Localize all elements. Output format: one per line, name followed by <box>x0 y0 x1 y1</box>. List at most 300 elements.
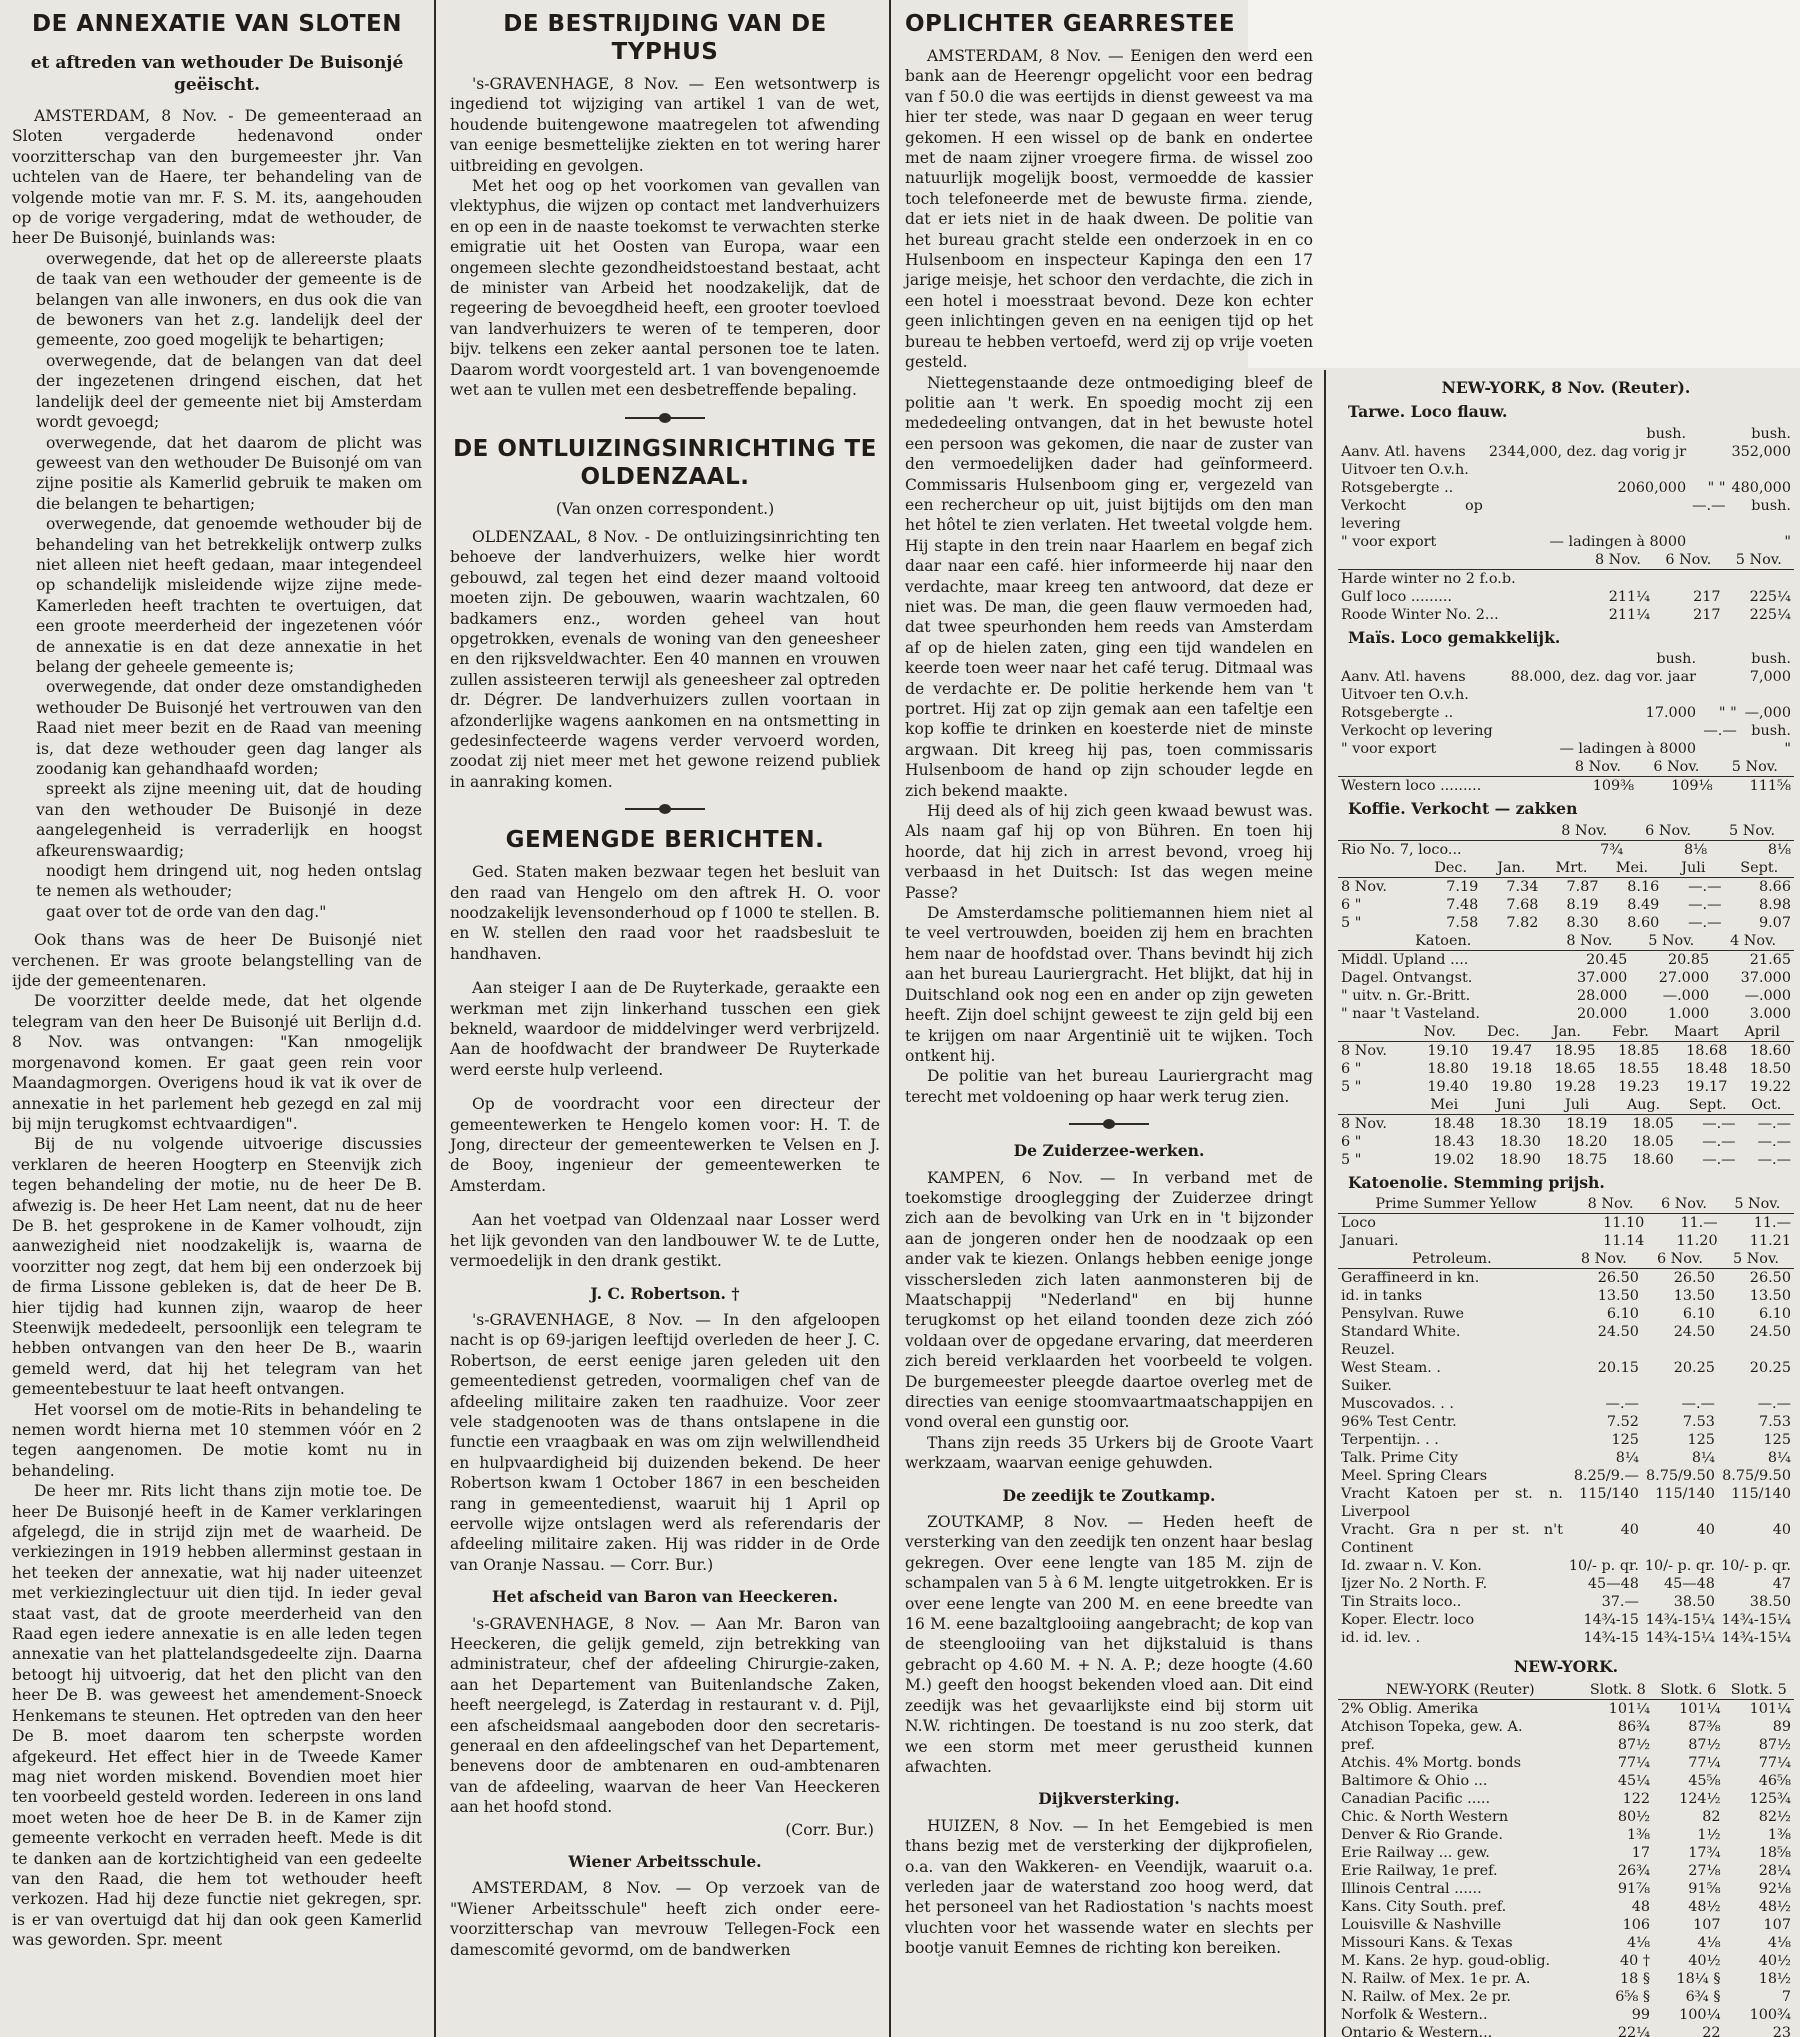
table-cell: 22¼ <box>1617 2025 1651 2037</box>
table-cell: 8 Nov. <box>1542 822 1626 841</box>
table-cell: 8 Nov. <box>1566 1250 1642 1269</box>
paragraph: AMSTERDAM, 8 Nov. - De gemeenteraad an Sloten vergaderde hedenavond onder voorzitterschap van den burgemeester jhr. Van uchtelen van de Haere, ter behandeling van de volgende motie van mr. F. S. M. its, aangehouden op de vorige vergadering, mdat de wethouder, de heer De Buisonjé, buinlands was: <box>12 107 422 248</box>
table-row <box>1338 1790 1794 1808</box>
table-cell: 38.50 <box>1749 1594 1791 1611</box>
table-cell: 5 " <box>1341 914 1362 931</box>
table-cell: 109⅛ <box>1671 778 1713 795</box>
paragraph: HUIZEN, 8 Nov. — In het Eemgebied is men thans bezig met de versterking der dijkprofielen, o.a. van den Wakkeren- en Veendijk, waaruit o.a. verleden jaar de waterstand zoo hoog werd, dat het personeel van het Radiostation 's nachts moest vluchten voor het wassende water en slechts per bootje vanuit Eemnes de richting kon bereiken. <box>905 1816 1313 1958</box>
table-cell: 11.14 <box>1603 1233 1645 1250</box>
table-cell: 87⅜ <box>1688 1719 1721 1736</box>
table-row <box>1338 1952 1794 1970</box>
table-cell: 6 Nov. <box>1647 1195 1720 1214</box>
table-cell: bush. <box>1751 497 1791 514</box>
table-cell: 4 Nov. <box>1712 932 1794 951</box>
coffee-prices-table <box>1338 822 1794 859</box>
headline: OPLICHTER GEARRESTEE <box>905 11 1236 37</box>
table-row <box>1338 1593 1794 1611</box>
table-cell: Reuzel. <box>1341 1342 1395 1359</box>
section-heading: Dijkversterking. <box>1038 1789 1180 1809</box>
table-cell: —.— <box>1703 723 1737 740</box>
table-cell: Oct. <box>1739 1096 1794 1115</box>
table-cell: 8⅛ <box>1683 841 1708 858</box>
table-cell <box>1718 1377 1794 1395</box>
table-cell: 225¼ <box>1749 588 1791 605</box>
table-cell: 37.— <box>1601 1594 1639 1611</box>
table-cell: Slotk. 8 <box>1583 1681 1653 1700</box>
table-cell: Pensylvan. Ruwe <box>1341 1306 1465 1323</box>
table-cell: 7.53 <box>1758 1414 1791 1431</box>
table-cell: 11.20 <box>1676 1233 1718 1250</box>
table-cell: 87½ <box>1617 1737 1651 1754</box>
table-cell: 77¼ <box>1758 1755 1791 1772</box>
table-cell: 18.30 <box>1499 1133 1541 1150</box>
table-cell <box>1338 859 1420 878</box>
table-cell: 24.50 <box>1597 1324 1639 1341</box>
byline: (Van onzen correspondent.) <box>555 499 775 518</box>
table-cell: 8 Nov. <box>1548 932 1630 951</box>
table-cell: Aug. <box>1610 1096 1676 1115</box>
motion-clause: overwegende, dat de belangen van dat deel der ingezetenen dringend eischen, dat het landelijk deel der gemeente niet bij Amsterdam wordt gevoegd; <box>36 351 422 432</box>
paragraph: Met het oog op het voorkomen van gevallen van vlektyphus, die wijzen op contact met landverhuizers en op een in de naaste toekomst te verwachten sterke emigratie uit het Oosten van Europa, waar een ongemeen slechte gezondheidstoestand bestaat, acht de minister van Arbeid het noodzakelijk, dat de regeering de bevoegdheid heeft, een grooter toevloed van landverhuizers te weren of te temperen, door bijv. telkens een zeker aantal personen toe te laten. Daarom wordt voorgesteld art. 1 van bovengenoemde wet aan te vullen met een desbetreffende bepaling. <box>450 177 880 400</box>
table-cell: —,000 <box>1744 705 1791 722</box>
table-cell: 6 Nov. <box>1653 551 1723 570</box>
table-cell: Norfolk & Western.. <box>1341 2007 1488 2024</box>
table-cell: 18.68 <box>1686 1042 1728 1059</box>
motion-clause: overwegende, dat onder deze omstandigheden wethouder De Buisonjé het vertrouwen van den Raad niet meer bezit en de Raad van meening is, dat deze wethouder geen dag langer als zoodanig kan gehandhaafd worden; <box>36 678 422 778</box>
table-cell: 45—48 <box>1663 1576 1715 1593</box>
table-cell: 10/- p. qr. <box>1644 1558 1715 1575</box>
subheadline: et aftreden van wethouder De Buisonjé geëischt. <box>30 53 404 95</box>
table-cell <box>1728 461 1794 479</box>
paragraph: 's-GRAVENHAGE, 8 Nov. — In den afgeloopen nacht is op 69-jarigen leeftijd overleden de heer J. C. Robertson, de eerst eenige jaren geleden uit den gemeentedienst getreden, voormaligen chef van de afdeeling militaire zaken ten raadhuize. Voor zeer vele stadgenooten was de thans ontslapene in die functie een vraagbaak en was om zijn welwillendheid en hulpvaardigheid bij duizenden bekend. De heer Robertson kwam 1 October 1867 in een bescheiden rang in gemeentedienst, waaruit hij 1 April op eervolle wijze ontslagen werd als referendaris der afdeeling militaire zaken. Hij was ridder in de Orde van Oranje Nassau. — Corr. Bur.) <box>450 1310 880 1574</box>
table-cell: 87½ <box>1758 1737 1791 1754</box>
table-cell: 10/- p. qr. <box>1720 1558 1791 1575</box>
table-cell: 18.80 <box>1427 1060 1469 1077</box>
table-cell: 8 Nov. <box>1574 1195 1647 1214</box>
table-cell: 4⅛ <box>1626 1935 1651 1952</box>
table-cell: 6.10 <box>1682 1306 1715 1323</box>
paragraph: Aan steiger I aan de De Ruyterkade, geraakte een werkman met zijn linkerhand tusschen een giek bekneld, waardoor de middelvinger werd verbrijzeld. Aan de hoofdwacht der brandweer De Ruyterkade werd eerste hulp verleend. <box>450 979 880 1079</box>
motion-clause: overwegende, dat het op de allereerste plaats de taak van een wethouder der gemeente is de belangen van alle inwoners, en dus ook die van de bewoners van het z.g. landelijk deel der gemeente, zoo goed mogelijk te behartigen; <box>36 249 422 350</box>
table-cell: Juli <box>1544 1096 1610 1115</box>
table-cell: —.— <box>1702 1151 1736 1168</box>
table-row <box>1338 497 1794 533</box>
commodity-heading: Koffie. Verkocht — zakken <box>1348 799 1578 819</box>
table-cell: 91⅞ <box>1617 1881 1651 1898</box>
table-cell: 18.60 <box>1632 1151 1674 1168</box>
paragraph: Ook thans was de heer De Buisonjé niet verchenen. Er was groote belangstelling van de ijde der gemeentenaren. <box>12 931 422 991</box>
table-cell <box>1699 686 1740 704</box>
section-heading: J. C. Robertson. † <box>590 1283 740 1303</box>
table-cell: " <box>1784 741 1791 758</box>
paragraph: Ged. Staten maken bezwaar tegen het besluit van den raad van Hengelo om den aftrek H. O. voor noodzakelijk levensonderhoud op f 1000 te stellen. B. en W. stellen den raad voor het raadsbesluit te handhaven. <box>450 863 880 963</box>
table-cell: Petroleum. <box>1338 1250 1566 1269</box>
table-header-row <box>1338 551 1794 570</box>
table-cell: 26¾ <box>1617 1863 1651 1880</box>
table-cell: Tin Straits loco.. <box>1341 1594 1462 1611</box>
table-cell: 8.16 <box>1627 878 1660 895</box>
table-row <box>1338 1898 1794 1916</box>
table-cell: id. id. lev. . <box>1341 1630 1421 1647</box>
table-cell: Atchison Topeka, gew. A. <box>1341 1719 1523 1736</box>
table-row <box>1338 533 1794 551</box>
table-cell: Meel. Spring Clears <box>1341 1468 1488 1485</box>
table-row <box>1338 569 1794 588</box>
table-cell: 45—48 <box>1587 1576 1639 1593</box>
paragraph: 's-GRAVENHAGE, 8 Nov. — Een wetsontwerp is ingediend tot wijziging van artikel 1 van de wet, houdende buitengewone maatregelen tot afwending van eenige besmettelijke ziekten en tot wering harer uitbreiding en gevolgen. <box>450 75 880 175</box>
table-cell: 8.19 <box>1566 896 1599 913</box>
table-cell: 18.20 <box>1566 1133 1608 1150</box>
motion-clause: spreekt als zijne meening uit, dat de houding van den wethouder De Buisonjé in deze aangelegenheid is verraderlijk en hoogst afkeurenswaardig; <box>36 780 422 860</box>
table-cell: 19.18 <box>1490 1060 1533 1077</box>
table-cell: 18.95 <box>1554 1042 1596 1059</box>
table-cell: —.000 <box>1744 987 1791 1004</box>
paragraph: Aan het voetpad van Oldenzaal naar Losser werd het lijk gevonden van den landbouwer W. te de Lutte, vermoedelijk in den drank gestikt. <box>450 1211 880 1271</box>
wheat-prices-table <box>1338 551 1794 624</box>
table-cell: Atchis. 4% Mortg. bonds <box>1341 1755 1521 1772</box>
table-cell: 20.25 <box>1749 1360 1791 1377</box>
section-heading: Het afscheid van Baron van Heeckeren. <box>491 1587 839 1607</box>
table-row <box>1338 740 1794 758</box>
section-heading: Wiener Arbeitsschule. <box>568 1852 762 1872</box>
table-cell: 211¼ <box>1608 606 1651 623</box>
column-berichten <box>438 0 890 2037</box>
table-cell: 1⅜ <box>1626 1827 1651 1844</box>
table-row <box>1338 686 1794 704</box>
table-cell <box>1501 686 1699 704</box>
table-cell: Chic. & North Western <box>1341 1809 1509 1826</box>
table-row <box>1338 1485 1794 1521</box>
table-cell <box>1689 461 1728 479</box>
table-cell: 6.10 <box>1606 1306 1639 1323</box>
table-row <box>1338 1114 1794 1133</box>
stocks-title: NEW-YORK. <box>1513 1657 1619 1677</box>
table-cell: —.000 <box>1662 987 1710 1004</box>
table-cell: 8.75/9.50 <box>1722 1468 1791 1485</box>
table-cell <box>1338 551 1583 570</box>
table-cell: 5 Nov. <box>1721 1195 1794 1214</box>
table-cell: 4⅛ <box>1697 1935 1721 1952</box>
table-row <box>1338 668 1794 686</box>
table-cell: 99 <box>1631 2007 1651 2024</box>
table-row <box>1338 2024 1794 2037</box>
table-cell: Dagel. Ontvangst. <box>1341 969 1473 986</box>
table-cell: 19.23 <box>1618 1078 1660 1095</box>
table-cell: 125¾ <box>1749 1791 1791 1808</box>
section-separator <box>625 808 705 810</box>
table-cell: 8.75/9.50 <box>1646 1468 1715 1485</box>
table-row <box>1338 840 1794 859</box>
table-row <box>1338 1772 1794 1790</box>
table-cell: 8 Nov. <box>1341 878 1387 895</box>
table-cell: 22 <box>1702 2025 1721 2037</box>
table-cell: Baltimore & Ohio ... <box>1341 1773 1488 1790</box>
table-cell: 18½ <box>1758 1971 1791 1988</box>
table-cell: " naar 't Vasteland. <box>1341 1005 1480 1022</box>
column-market-reports <box>1328 370 1800 2037</box>
table-cell: Harde winter no 2 f.o.b. <box>1341 570 1516 587</box>
table-row <box>1338 443 1794 461</box>
table-cell: 18¼ § <box>1676 1971 1721 1988</box>
table-cell: 18⅝ <box>1758 1845 1791 1862</box>
paragraph: Thans zijn reeds 35 Urkers bij de Groote Vaart werkzaam, waarvan eenige gehuwden. <box>905 1433 1313 1473</box>
table-cell: Febr. <box>1599 1023 1663 1042</box>
table-cell: 20.25 <box>1673 1360 1715 1377</box>
table-row <box>1338 969 1794 987</box>
table-cell: 27.000 <box>1658 969 1710 986</box>
table-cell: 8 Nov. <box>1583 551 1653 570</box>
table-cell: 7.53 <box>1682 1414 1715 1431</box>
table-cell: Dec. <box>1420 859 1481 878</box>
table-row <box>1338 1359 1794 1377</box>
table-cell: 18.43 <box>1433 1133 1475 1150</box>
paragraph: De politie van het bureau Lauriergracht mag terecht met voldoening op haar werk terug zien. <box>905 1067 1313 1106</box>
table-cell: 86¾ <box>1617 1719 1651 1736</box>
table-cell: 77¼ <box>1617 1755 1651 1772</box>
table-cell: Slotk. 6 <box>1653 1681 1723 1700</box>
table-cell: 28¼ <box>1758 1863 1791 1880</box>
table-cell: Verkocht op levering <box>1341 497 1483 532</box>
table-row <box>1338 1575 1794 1593</box>
table-cell: Juli <box>1662 859 1724 878</box>
table-cell: Missouri Kans. & Texas <box>1341 1935 1513 1952</box>
table-row <box>1338 1557 1794 1575</box>
table-cell: 7.19 <box>1446 878 1479 895</box>
table-cell: 125 <box>1687 1432 1715 1449</box>
table-cell: Muscovados. . . <box>1341 1396 1454 1413</box>
table-cell: —.— <box>1757 1396 1791 1413</box>
table-cell: 27⅛ <box>1688 1863 1721 1880</box>
table-cell: 8¼ <box>1691 1450 1715 1467</box>
paragraph: Het voorsel om de motie-Rits in behandeling te nemen wordt hierna met 10 stemmen vóór en 2 tegen aangenomen. De motie komt nu in behandeling. <box>12 1400 422 1480</box>
table-cell: 18 § <box>1620 1971 1651 1988</box>
table-cell: 6 Nov. <box>1642 1250 1718 1269</box>
table-cell: 19.17 <box>1686 1078 1728 1095</box>
table-row <box>1338 1862 1794 1880</box>
paragraph: Niettegenstaande deze ontmoediging bleef de politie aan 't werk. En spoedig mocht zij een mededeeling ontvangen, dat in het bewuste hotel een persoon was gekomen, die naar de zuster van den vermoedelijken dader had geïnformeerd. Commissaris Hulsenboom ging er, vergezeld van een rechercheur op uit, juist bijtijds om den man het hôtel te zien verlaten. Het tweetal volgde hem. Hij stapte in den trein naar Haarlem en begaf zich daar naar een café. hier informeerde hij naar den verdachte, maar kreeg ten antwoord, dat deze er niet was. De man, die geen flauw vermoeden had, dat twee speurhonden hem reeds van Amsterdam af op de hielen zaten, ging een tijd wandelen en keerde toen weer naar het café terug. Ditmaal was de verdachte er. De politie herkende hem van 't portret. Hij zat op zijn gemak aan een tafeltje een kop koffie te drinken en koesterde niet de minste argwaan. Dit kreeg hij pas, toen commissaris Hulsenboom de hand op zijn schouder legde en zich bekend maakte. <box>905 373 1313 800</box>
table-row <box>1338 1133 1794 1151</box>
table-cell: 6 " <box>1341 896 1362 913</box>
paragraph: 's-GRAVENHAGE, 8 Nov. — Aan Mr. Baron van Heeckeren, die gelijk gemeld, zijn betrekking van administrateur, chef der afdeeling Chirurgie-zaken, aan het Departement van Buitenlandsche Zaken, heeft neergelegd, is Zaterdag in restaurant v. d. Pijl, een afscheidsmaal aangeboden door den secretaris-generaal en den afdeelingschef van het Departement, benevens door de ambtenaren en oud-ambtenaren van de afdeeling, waarvan de heer Van Heeckeren aan het hoofd stond. <box>450 1614 880 1817</box>
table-cell: 11.— <box>1680 1215 1718 1232</box>
table-cell: 40½ <box>1758 1953 1791 1970</box>
table-cell: Canadian Pacific ..... <box>1341 1791 1491 1808</box>
stocks-table <box>1338 1681 1794 2037</box>
table-cell: 217 <box>1693 588 1721 605</box>
table-cell: —.— <box>1688 914 1722 931</box>
table-cell: 8 Nov. <box>1559 758 1637 777</box>
table-cell: 8.30 <box>1566 914 1599 931</box>
table-cell: Gulf loco ......... <box>1341 588 1453 605</box>
table-row <box>1338 1808 1794 1826</box>
table-row <box>1338 1970 1794 1988</box>
table-cell: 6⅝ § <box>1615 1989 1651 2006</box>
table-cell: 80½ <box>1617 1809 1651 1826</box>
table-cell: 7.82 <box>1506 914 1539 931</box>
cotton-futures-table <box>1338 1023 1794 1096</box>
table-cell: " <box>1784 533 1791 550</box>
paragraph: ZOUTKAMP, 8 Nov. — Heden heeft de versterking van den zeedijk ten onzent haar beslag gekregen. Over eene lengte van 185 M. zijn de schampalen van 5 à 6 M. lengte uitgetrokken. Er is over eene lengte van 200 M. en eene breedte van 16 M. eene bazaltglooiing aangebracht; de kop van de steenglooiing van het dijkstaluid is thans gebracht op 4.60 M. + N. A. P.; deze hoogte (4.60 M.) geeft den hoogst bekenden vloed aan. Dit eind zeedijk was het gevaarlijkste eind bij storm uit N.W. richtingen. De toestand is nu zoo sterk, dat we een storm met meer gerustheid kunnen afwachten. <box>905 1513 1313 1776</box>
table-cell: 19.28 <box>1554 1078 1596 1095</box>
commodity-heading: Maïs. Loco gemakkelijk. <box>1348 627 1561 647</box>
table-row <box>1338 1078 1794 1096</box>
table-cell: 7.68 <box>1506 896 1539 913</box>
table-row <box>1338 1232 1794 1250</box>
table-cell: Kans. City South. pref. <box>1341 1899 1507 1916</box>
table-row <box>1338 777 1794 796</box>
table-cell: Western loco ......... <box>1341 778 1482 795</box>
section-separator <box>1069 1123 1149 1125</box>
table-cell: NEW-YORK (Reuter) <box>1338 1681 1583 1700</box>
signature: (Corr. Bur.) <box>785 1820 874 1839</box>
table-cell: 48½ <box>1758 1899 1791 1916</box>
table-cell: 7¾ <box>1600 841 1624 858</box>
table-row <box>1338 1826 1794 1844</box>
table-cell: 21.65 <box>1749 951 1791 968</box>
table-cell <box>1689 533 1728 551</box>
table-cell: 5 " <box>1341 1151 1362 1168</box>
table-cell: —.— <box>1692 497 1726 514</box>
table-cell: 115/140 <box>1579 1486 1639 1503</box>
table-cell: Ontario & Western... <box>1341 2025 1493 2037</box>
table-cell: Illinois Central ...... <box>1341 1881 1482 1898</box>
table-cell: Koper. Electr. loco <box>1341 1612 1475 1629</box>
table-cell: 48 <box>1631 1899 1651 1916</box>
table-cell: 7 <box>1781 1989 1791 2006</box>
table-cell: Jan. <box>1481 859 1541 878</box>
table-row <box>1338 1151 1794 1169</box>
table-cell: 8 Nov. <box>1341 1042 1387 1059</box>
table-cell: 20.000 <box>1576 1005 1628 1022</box>
table-cell: bush. <box>1751 651 1791 668</box>
table-cell: 17¾ <box>1688 1845 1721 1862</box>
commodity-heading: Katoenolie. Stemming prijsh. <box>1348 1172 1605 1192</box>
table-cell: Id. zwaar n. V. Kon. <box>1341 1558 1482 1575</box>
table-cell: 7.34 <box>1506 878 1539 895</box>
motion-clause: overwegende, dat genoemde wethouder bij de behandeling van het betrekkelijk ontwerp zulks niet alleen niet heeft gedaan, maar integendeel op schandelijk misleidende wijze zijne mede-Kamerleden heeft trachten te overtuigen, dat een groote meerderheid der ingezetenen vóór de annexatie is en dat deze annexatie in het belang der geheele gemeente is; <box>36 515 422 676</box>
table-cell: 19.22 <box>1749 1078 1791 1095</box>
table-cell: Aanv. Atl. havens <box>1341 669 1466 686</box>
table-cell: —.— <box>1681 1396 1715 1413</box>
table-cell: 18.19 <box>1566 1115 1608 1132</box>
table-cell: —.— <box>1757 1133 1791 1150</box>
table-cell: 1.000 <box>1667 1005 1710 1022</box>
table-row <box>1338 1629 1794 1647</box>
paragraph: Bij de nu volgende uitvoerige discussies verklaren de heeren Hoogterp en Steenvijk zich tegen behandeling der motie, nu de heer De B. afwezig is. De heer Het Lam neent, dat nu de heer De B. het gesprokene in de Kamer volhoudt, zijn aanwezigheid niet noodzakelijk is, waarna de voorzitter nog zegt, dat hem bij een onderzoek bij de firma Lissone gebleken is, dat de heer De B. hier tijdig had kunnen zijn, waarop de heer Steenwijk mededeelt, persoonlijk een telegram te hebben ontvangen van den heer De B., waarin gemeld werd, dat hij het telegram van het gemeentebestuur te laat heeft ontvangen. <box>12 1135 422 1399</box>
table-cell: 125 <box>1763 1432 1791 1449</box>
table-row <box>1338 896 1794 914</box>
table-cell: — ladingen à 8000 <box>1549 533 1687 550</box>
table-row <box>1338 1754 1794 1772</box>
table-cell: 20.15 <box>1597 1360 1639 1377</box>
table-cell: 18.48 <box>1686 1060 1728 1077</box>
table-cell: 6 " <box>1341 1133 1362 1150</box>
table-cell: 18.50 <box>1749 1060 1791 1077</box>
table-row <box>1338 1467 1794 1485</box>
table-cell: 13.50 <box>1673 1288 1715 1305</box>
table-cell: 7.52 <box>1606 1414 1639 1431</box>
table-row <box>1338 1395 1794 1413</box>
table-cell <box>1338 650 1501 668</box>
table-cell: 40 <box>1620 1522 1639 1539</box>
table-cell: Geraffineerd in kn. <box>1341 1270 1480 1287</box>
table-cell <box>1642 1377 1718 1395</box>
table-cell: 111⅝ <box>1749 778 1791 795</box>
table-cell: 18.55 <box>1618 1060 1660 1077</box>
market-title: NEW-YORK, 8 Nov. (Reuter). <box>1441 378 1691 397</box>
table-cell: 8¼ <box>1767 1450 1791 1467</box>
table-cell: 6.10 <box>1758 1306 1791 1323</box>
motion-clause: overwegende, dat het daarom de plicht was geweest van den wethouder De Buisonjé om van zijne positie als Kamerlid gebruik te maken om die belangen te behartigen; <box>36 433 422 513</box>
table-cell: Erie Railway, 1e pref. <box>1341 1863 1498 1880</box>
table-cell: 8.66 <box>1758 878 1791 895</box>
table-row <box>1338 1431 1794 1449</box>
table-cell: 96% Test Centr. <box>1341 1414 1457 1431</box>
cotton-futures-table <box>1338 1096 1794 1169</box>
table-row <box>1338 461 1794 479</box>
table-cell <box>1486 497 1689 533</box>
petroleum-commodities-table <box>1338 1250 1794 1647</box>
table-row <box>1338 1005 1794 1023</box>
table-cell: Uitvoer ten O.v.h. <box>1341 461 1469 478</box>
table-row <box>1338 1611 1794 1629</box>
table-cell: 77¼ <box>1688 1755 1721 1772</box>
table-cell: 9.07 <box>1758 914 1791 931</box>
table-cell: Roode Winter No. 2... <box>1341 606 1499 623</box>
table-cell: bush. <box>1656 651 1697 668</box>
table-cell: 5 Nov. <box>1716 758 1794 777</box>
table-cell <box>1338 425 1486 443</box>
table-cell <box>1642 1341 1718 1359</box>
table-cell: 115/140 <box>1731 1486 1791 1503</box>
table-cell: Prime Summer Yellow <box>1338 1195 1574 1214</box>
table-cell: 7.58 <box>1446 914 1479 931</box>
table-cell: 18.90 <box>1499 1151 1541 1168</box>
table-cell: Talk. Prime City <box>1341 1450 1458 1467</box>
table-header-row <box>1338 1023 1794 1042</box>
table-cell: 14¾-15 <box>1583 1612 1639 1629</box>
table-cell: 40 <box>1696 1522 1715 1539</box>
table-cell: 40 <box>1772 1522 1791 1539</box>
table-cell <box>1689 425 1728 443</box>
table-row <box>1338 1521 1794 1557</box>
table-cell: 3.000 <box>1749 1005 1791 1022</box>
table-cell: 109⅜ <box>1592 778 1635 795</box>
table-cell: 17 <box>1631 1845 1651 1862</box>
table-cell <box>1699 740 1740 758</box>
table-cell: 14¾-15¼ <box>1721 1630 1791 1647</box>
table-cell: " voor export <box>1341 741 1437 758</box>
table-cell: 8⅛ <box>1767 841 1791 858</box>
cotton-prices-table <box>1338 932 1794 1023</box>
table-cell: Verkocht op levering <box>1341 723 1493 740</box>
table-cell: Louisville & Nashville <box>1341 1917 1502 1934</box>
table-header-row <box>1338 1681 1794 1700</box>
table-cell: 8.98 <box>1758 896 1791 913</box>
table-cell: Mrt. <box>1541 859 1601 878</box>
motion-clause: noodigt hem dringend uit, nog heden ontslag te nemen als wethouder; <box>36 862 422 901</box>
table-cell: 11.10 <box>1603 1215 1645 1232</box>
commodity-heading: Tarwe. Loco flauw. <box>1348 402 1508 422</box>
table-cell: —.— <box>1702 1115 1736 1132</box>
table-cell <box>1689 443 1728 461</box>
column-annexatie-sloten <box>0 0 432 2037</box>
table-cell: 40½ <box>1688 1953 1721 1970</box>
table-row <box>1338 2006 1794 2024</box>
wheat-summary <box>1338 425 1794 551</box>
blank-clipping-area <box>1248 0 1800 368</box>
table-cell: 47 <box>1772 1576 1791 1593</box>
